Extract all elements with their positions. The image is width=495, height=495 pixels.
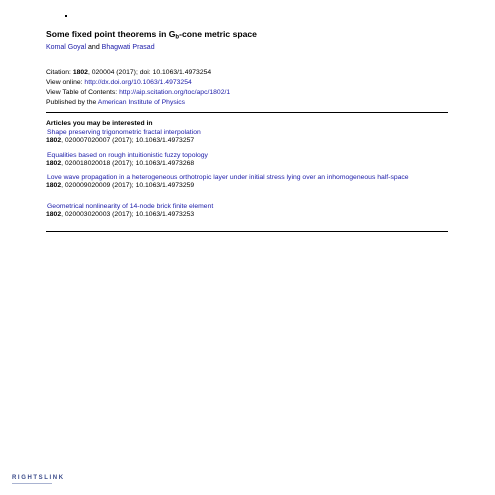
related-article-2 — [46, 152, 448, 168]
related-article-1 — [46, 129, 448, 145]
rightslink-logo-underline — [12, 483, 52, 484]
related-article-volume-1: 1802 — [46, 137, 62, 144]
related-article-volume-3: 1802 — [46, 182, 62, 189]
related-article-cite-3 — [46, 182, 448, 190]
rightslink-logo[interactable]: RIGHTSLINK — [12, 475, 65, 481]
dot-mark — [65, 15, 67, 17]
title-subscript: b — [175, 34, 180, 41]
citation-label: Citation: — [46, 69, 73, 76]
related-article-cite-2 — [46, 160, 448, 168]
related-article-cite-4 — [46, 211, 448, 219]
divider-bottom — [46, 231, 448, 232]
view-online-label: View online: — [46, 79, 85, 86]
related-article-3 — [46, 174, 448, 190]
title-suffix: -cone metric space — [179, 29, 257, 39]
published-label: Published by the — [46, 99, 98, 106]
authors-line — [46, 43, 155, 52]
published-line — [46, 98, 185, 107]
related-article-details-1: , 020007020007 (2017); 10.1063/1.4973257 — [61, 137, 195, 144]
related-article-link-4[interactable]: Geometrical nonlinearity of 14-node brick finite element — [47, 203, 214, 210]
citation-volume: 1802 — [72, 69, 88, 76]
related-article-link-2[interactable]: Equalities based on rough intuitionistic fuzzy topology — [47, 152, 208, 159]
related-article-link-3[interactable]: Love wave propagation in a heterogeneous orthotropic layer under initial stress lying over an inhomogeneous half-space — [47, 174, 409, 181]
citation-rest: , 020004 (2017); doi: 10.1063/1.4973254 — [87, 69, 212, 76]
related-article-volume-2: 1802 — [46, 160, 62, 167]
related-article-details-4: , 020003020003 (2017); 10.1063/1.4973253 — [61, 211, 195, 218]
related-article-4 — [46, 203, 448, 219]
authors-and: and — [88, 44, 100, 51]
view-toc-label: View Table of Contents: — [46, 89, 120, 96]
related-article-link-1[interactable]: Shape preserving trigonometric fractal interpolation — [47, 129, 201, 136]
author-link-prasad[interactable]: Bhagwati Prasad — [101, 44, 155, 51]
toc-link[interactable]: http://aip.scitation.org/toc/apc/1802/1 — [119, 89, 231, 96]
citation-line — [46, 68, 211, 77]
paper-title — [46, 29, 257, 40]
related-article-details-3: , 020009020009 (2017); 10.1063/1.4973259 — [61, 182, 195, 189]
related-heading: Articles you may be interested in — [46, 120, 153, 127]
author-link-goyal[interactable]: Komal Goyal — [46, 44, 87, 51]
title-main: Some fixed point theorems in G — [46, 29, 176, 39]
related-article-volume-4: 1802 — [46, 211, 62, 218]
doi-link[interactable]: http://dx.doi.org/10.1063/1.4973254 — [84, 79, 192, 86]
view-toc-line — [46, 88, 230, 97]
related-article-details-2: , 020018020018 (2017); 10.1063/1.4973268 — [61, 160, 195, 167]
related-article-cite-1 — [46, 137, 448, 145]
divider-top — [46, 112, 448, 113]
view-online-line — [46, 78, 192, 87]
publisher-link[interactable]: American Institute of Physics — [97, 99, 186, 106]
